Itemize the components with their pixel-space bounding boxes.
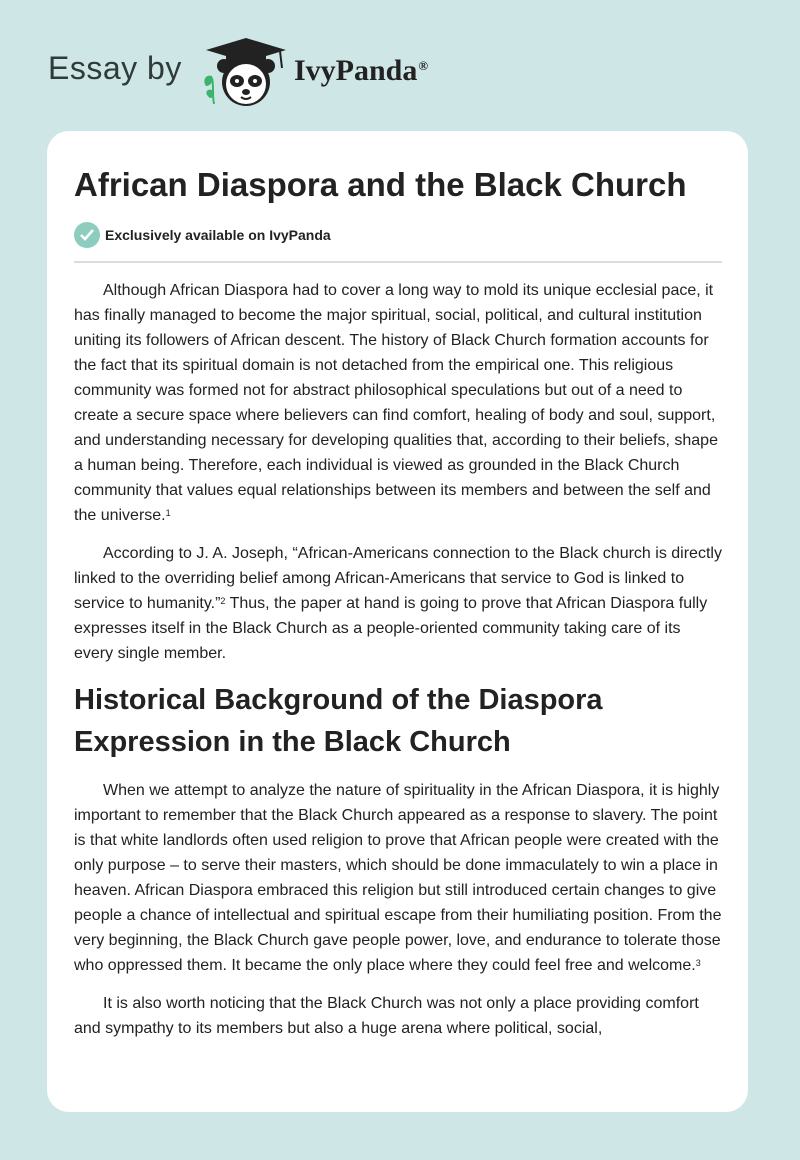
- paragraph-1: Although African Diaspora had to cover a long way to mold its unique ecclesial pace, it has finally managed to become the major spiritual, social, political, and cultural institution uniting its followers of African descent. The history of Black Church formation accounts for the fact that its spiritual domain is not detached from the empirical one. This religious community was formed not for abstract philosophical speculations but out of a need to create a secure space where believers can find comfort, healing of body and soul, support, and understanding necessary for developing qualities that, according to their beliefs, shape a human being. Therefore, each individual is viewed as grounded in the Black Church community that values equal relationships between its members and between the self and the universe.$^1$: [74, 282, 718, 524]
- article-card: [47, 131, 748, 1112]
- divider: [74, 261, 722, 263]
- paragraph-2: According to J. A. Joseph, “African-Americans connection to the Black church is directly linked to the overriding belief among African-Americans that service to God is linked to service to humanity.”$^2$ Thus, the paper at hand is going to prove that African Diaspora fully expresses itself in the Black Church as a people-oriented community taking care of its every single member.: [74, 545, 722, 662]
- article-title: African Diaspora and the Black Church: [74, 166, 687, 203]
- panda-logo-icon[interactable]: [200, 34, 290, 110]
- footnote-ref[interactable]: 1: [165, 508, 171, 518]
- site-header: [48, 34, 508, 114]
- paragraph-4: It is also worth noticing that the Black Church was not only a place providing comfort and sympathy to its members but also a huge arena where political, social,: [74, 995, 699, 1037]
- footnote-ref[interactable]: 2: [220, 596, 226, 606]
- exclusive-badge-label: Exclusively available on IvyPanda: [105, 227, 331, 243]
- article-body: [74, 278, 722, 1054]
- section-heading: Historical Background of the Diaspora Expression in the Black Church: [74, 684, 603, 758]
- check-circle-icon: [74, 222, 100, 248]
- brand-name[interactable]: IvyPanda®: [294, 54, 429, 87]
- essay-by-label: Essay by: [48, 50, 182, 86]
- footnote-ref[interactable]: 3: [695, 958, 701, 968]
- paragraph-3: When we attempt to analyze the nature of spirituality in the African Diaspora, it is highly important to remember that the Black Church appeared as a response to slavery. The point is that white landlords often used religion to prove that African people were created with the only purpose – to serve their masters, which should be done immaculately to win a place in heaven. African Diaspora embraced this religion but still introduced certain changes to give people a chance of intellectual and spiritual escape from their humiliating position. From the very beginning, the Black Church gave people power, love, and endurance to tolerate those who oppressed them. It became the only place where they could feel free and welcome.$^3$: [74, 782, 722, 974]
